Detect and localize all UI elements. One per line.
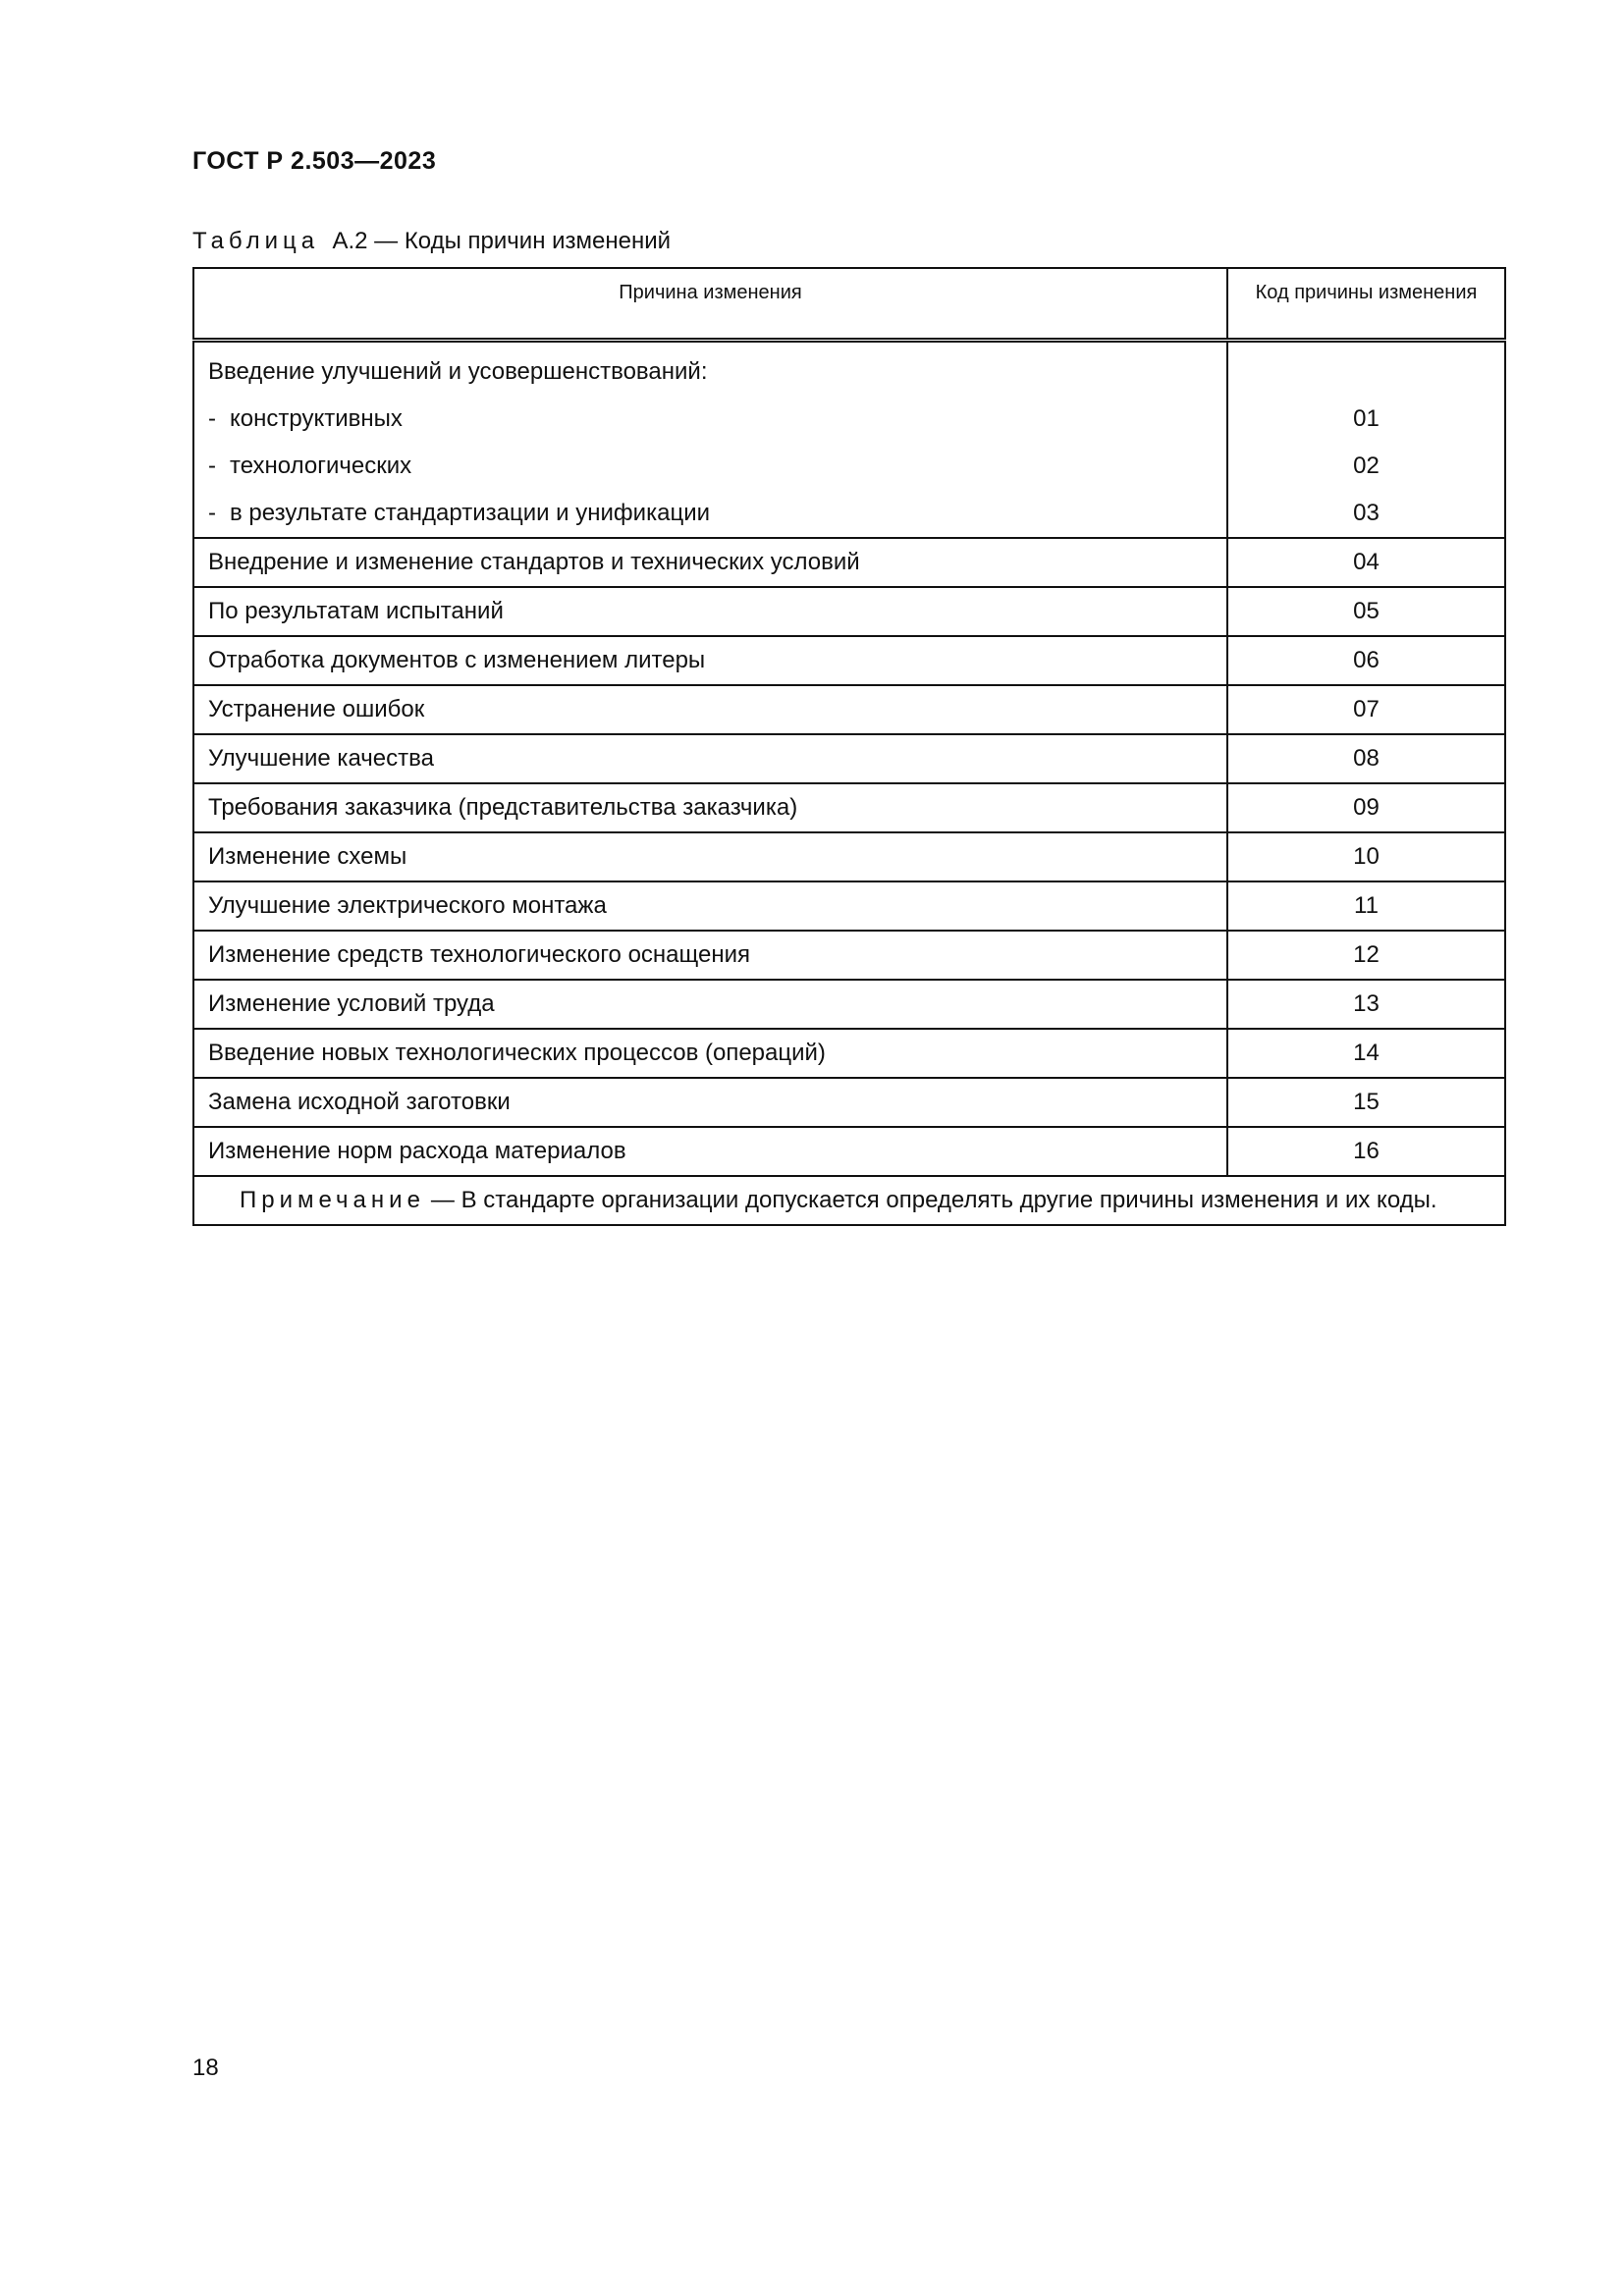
table-row xyxy=(193,881,1505,931)
table-row xyxy=(193,538,1505,587)
reason-cell: По результатам испытаний xyxy=(193,587,1227,636)
reason-cell: Устранение ошибок xyxy=(193,685,1227,734)
group-title-code-cell xyxy=(1227,341,1505,397)
table-note-label: Примечание xyxy=(240,1187,425,1213)
code-cell: 08 xyxy=(1227,734,1505,783)
group-item-reason-text: в результате стандартизации и унификации xyxy=(230,500,710,526)
table-row xyxy=(193,1127,1505,1176)
table-row-group-item xyxy=(193,396,1505,443)
group-item-code: 02 xyxy=(1227,443,1505,490)
code-cell: 13 xyxy=(1227,980,1505,1029)
reason-cell: Требования заказчика (представительства заказчика) xyxy=(193,783,1227,832)
table-caption-label: Таблица xyxy=(192,228,320,254)
table-row xyxy=(193,1029,1505,1078)
table-caption xyxy=(192,228,671,255)
page-number: 18 xyxy=(192,2055,219,2081)
change-codes-table xyxy=(192,267,1506,1226)
reason-cell: Внедрение и изменение стандартов и технических условий xyxy=(193,538,1227,587)
group-item-reason xyxy=(193,443,1227,490)
group-item-dash: - xyxy=(208,453,216,479)
table-note-text: — В стандарте организации допускается определять другие причины изменения и их коды. xyxy=(430,1187,1437,1213)
code-cell: 10 xyxy=(1227,832,1505,881)
group-item-reason-text: конструктивных xyxy=(230,405,403,432)
group-item-code: 01 xyxy=(1227,396,1505,443)
group-item-dash: - xyxy=(208,500,216,526)
group-title-cell: Введение улучшений и усовершенствований: xyxy=(193,341,1227,397)
code-cell: 16 xyxy=(1227,1127,1505,1176)
code-cell: 14 xyxy=(1227,1029,1505,1078)
table-row xyxy=(193,783,1505,832)
reason-cell: Изменение средств технологического оснащения xyxy=(193,931,1227,980)
group-item-reason xyxy=(193,490,1227,538)
table-row xyxy=(193,587,1505,636)
code-cell: 07 xyxy=(1227,685,1505,734)
code-cell: 15 xyxy=(1227,1078,1505,1127)
reason-cell: Введение новых технологических процессов (операций) xyxy=(193,1029,1227,1078)
reason-cell: Отработка документов с изменением литеры xyxy=(193,636,1227,685)
reason-cell: Изменение схемы xyxy=(193,832,1227,881)
table-caption-text: А.2 — Коды причин изменений xyxy=(332,228,672,254)
reason-cell: Улучшение качества xyxy=(193,734,1227,783)
table-note xyxy=(193,1176,1505,1225)
group-item-reason xyxy=(193,396,1227,443)
group-item-reason-text: технологических xyxy=(230,453,412,479)
table-row xyxy=(193,931,1505,980)
reason-cell: Замена исходной заготовки xyxy=(193,1078,1227,1127)
code-cell: 06 xyxy=(1227,636,1505,685)
table-row-group-item xyxy=(193,443,1505,490)
reason-cell: Изменение условий труда xyxy=(193,980,1227,1029)
table-row-group-title xyxy=(193,341,1505,397)
group-item-code: 03 xyxy=(1227,490,1505,538)
table-row xyxy=(193,734,1505,783)
code-cell: 05 xyxy=(1227,587,1505,636)
table-row xyxy=(193,832,1505,881)
table-row xyxy=(193,980,1505,1029)
table-note-row xyxy=(193,1176,1505,1225)
column-header-reason: Причина изменения xyxy=(193,268,1227,341)
table-row xyxy=(193,636,1505,685)
document-header: ГОСТ Р 2.503—2023 xyxy=(192,147,437,175)
column-header-code: Код причины изменения xyxy=(1227,268,1505,341)
code-cell: 12 xyxy=(1227,931,1505,980)
reason-cell: Улучшение электрического монтажа xyxy=(193,881,1227,931)
group-item-dash: - xyxy=(208,405,216,432)
code-cell: 04 xyxy=(1227,538,1505,587)
reason-cell: Изменение норм расхода материалов xyxy=(193,1127,1227,1176)
table-header-row xyxy=(193,268,1505,341)
table-row xyxy=(193,685,1505,734)
code-cell: 09 xyxy=(1227,783,1505,832)
code-cell: 11 xyxy=(1227,881,1505,931)
table-row xyxy=(193,1078,1505,1127)
table-row-group-item xyxy=(193,490,1505,538)
